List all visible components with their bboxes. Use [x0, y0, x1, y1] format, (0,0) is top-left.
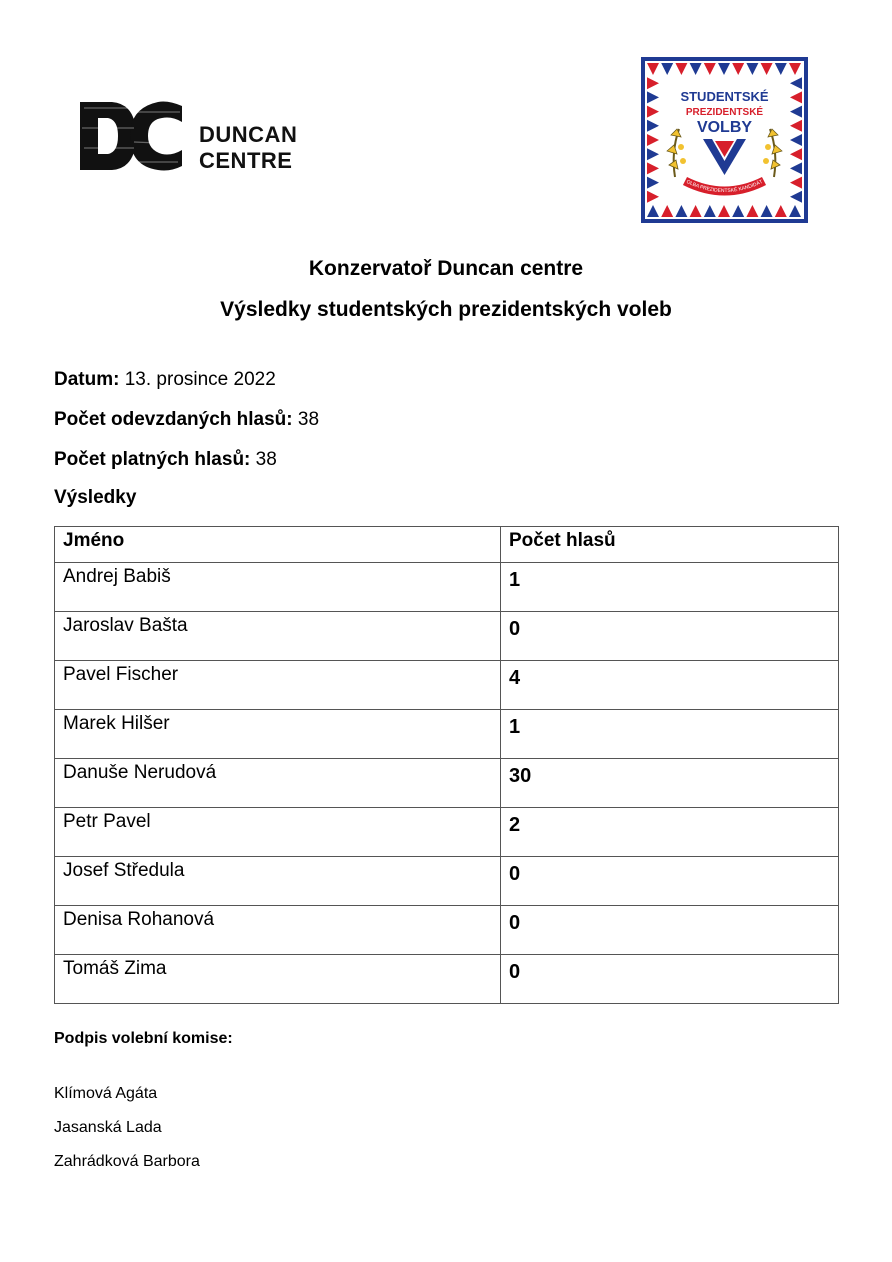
column-header-votes: Počet hlasů [501, 527, 839, 563]
committee-member: Jasanská Lada [54, 1119, 162, 1136]
document-title: Konzervatoř Duncan centre [308, 257, 584, 280]
table-row [55, 759, 839, 808]
candidate-votes: 0 [501, 857, 839, 906]
table-row [55, 906, 839, 955]
candidate-votes: 1 [501, 563, 839, 612]
logo-ribbon-text: OLBA PREZIDENTSKÉ KANDIDÁT [685, 178, 764, 195]
submitted-votes-value: 38 [297, 409, 320, 430]
table-row [55, 661, 839, 710]
document-subtitle: Výsledky studentských prezidentských voleb [220, 298, 672, 321]
table-row [55, 563, 839, 612]
table-row [55, 612, 839, 661]
table-row [55, 710, 839, 759]
candidate-votes: 1 [501, 710, 839, 759]
logo-name-line2: CENTRE [199, 148, 293, 173]
valid-votes-line [54, 448, 277, 472]
student-elections-logo [641, 57, 808, 223]
candidate-name: Pavel Fischer [55, 661, 501, 710]
candidate-votes: 30 [501, 759, 839, 808]
duncan-centre-logo [78, 98, 308, 176]
candidate-name: Marek Hilšer [55, 710, 501, 759]
candidate-name: Jaroslav Bašta [55, 612, 501, 661]
candidate-name: Andrej Babiš [55, 563, 501, 612]
candidate-votes: 2 [501, 808, 839, 857]
valid-votes-value: 38 [255, 449, 277, 470]
candidate-name: Denisa Rohanová [55, 906, 501, 955]
table-row [55, 955, 839, 1004]
logo-line3: VOLBY [696, 119, 753, 136]
submitted-votes-line [54, 408, 319, 432]
candidate-votes: 4 [501, 661, 839, 710]
date-label: Datum: [54, 369, 120, 390]
candidate-name: Tomáš Zima [55, 955, 501, 1004]
table-header-row [55, 527, 839, 563]
table-row [55, 808, 839, 857]
duncan-centre-wordmark [199, 122, 297, 174]
dc-logo-mark-icon [78, 98, 184, 174]
logo-line1: STUDENTSKÉ [680, 89, 769, 104]
candidate-name: Petr Pavel [55, 808, 501, 857]
column-header-name: Jméno [55, 527, 501, 563]
committee-member: Klímová Agáta [54, 1085, 158, 1102]
results-table [54, 526, 839, 1004]
logo-line2: PREZIDENTSKÉ [685, 107, 764, 118]
candidate-name: Danuše Nerudová [55, 759, 501, 808]
candidate-name: Josef Středula [55, 857, 501, 906]
candidate-votes: 0 [501, 612, 839, 661]
candidate-votes: 0 [501, 906, 839, 955]
date-line [54, 368, 276, 392]
candidate-votes: 0 [501, 955, 839, 1004]
results-heading: Výsledky [54, 487, 137, 508]
submitted-votes-label: Počet odevzdaných hlasů: [54, 409, 293, 430]
signature-heading: Podpis volební komise: [54, 1030, 233, 1047]
table-row [55, 857, 839, 906]
date-value: 13. prosince 2022 [124, 369, 276, 390]
valid-votes-label: Počet platných hlasů: [54, 449, 251, 470]
logo-name-line1: DUNCAN [199, 122, 298, 147]
committee-member: Zahrádková Barbora [54, 1153, 200, 1170]
